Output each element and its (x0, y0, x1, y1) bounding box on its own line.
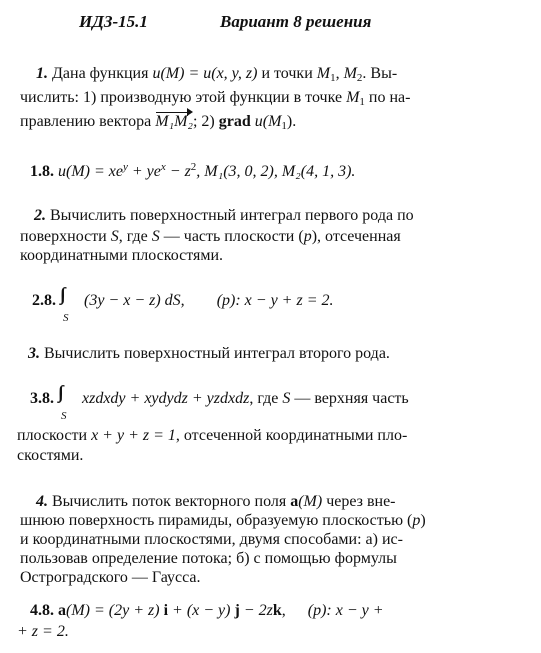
task4-line1: 4. Вычислить поток векторного поля a(M) через вне- (36, 493, 396, 510)
task2-line2: поверхности S, где S — часть плоскости (p), отсеченная (20, 228, 401, 245)
task1-number: 1. (36, 65, 48, 82)
task4-line3: и координатными плоскостями, двумя способами: а) ис- (20, 531, 403, 548)
variant1-line: 1.8. $u(M) = xe^y + ye^x - z^2$, M₁(3, 0, 2), M₂(4, 1, 3). (30, 161, 356, 180)
variant4-number: 4.8. (30, 602, 54, 619)
task4-number: 4. (36, 493, 48, 510)
double-integral-symbol: ∫∫ S (60, 284, 69, 324)
task1-line1: 1. Дана функция u(M) = u(x, y, z) и точки $M_1$, $M_2$. Вы- (36, 65, 398, 84)
task3-line: 3. Вычислить поверхностный интеграл второго рода. (28, 345, 390, 362)
task3-number: 3. (28, 345, 40, 362)
variant2-number: 2.8. (32, 292, 56, 309)
double-integral-symbol: ∫∫ S (58, 382, 67, 422)
vector-m1m2: M₁M₂ (155, 113, 193, 130)
task1-line2: числить: 1) производную этой функции в точке $M_1$ по на- (20, 89, 411, 108)
variant3-line1: 3.8. ∫∫ S xzdxdy + xydydz + yzdxdz, где S — верхняя часть (30, 382, 409, 422)
header-variant: Вариант 8 решения (220, 12, 372, 31)
task2-number: 2. (34, 207, 46, 224)
task4-line4: пользовав определение потока; б) с помощью формулы (20, 550, 397, 567)
task4-line2: шнюю поверхность пирамиды, образуемую плоскостью (p) (20, 512, 426, 529)
task1-line3: правлению вектора M₁M₂; 2) grad $u(M_1)$. (20, 113, 297, 132)
variant2-line: 2.8. ∫∫ S (3y − x − z) dS, (p): x − y + z = 2. (32, 284, 334, 324)
task2-line3: координатными плоскостями. (20, 247, 224, 264)
variant4-line2: + z = 2. (17, 623, 69, 640)
task4-line5: Остроградского — Гаусса. (20, 569, 201, 586)
header-code: ИДЗ-15.1 (79, 12, 148, 31)
variant3-line3: скостями. (17, 447, 84, 464)
variant3-line2: плоскости x + y + z = 1, отсеченной координатными пло- (17, 427, 408, 444)
grad-operator: grad (218, 113, 251, 130)
variant4-line1: 4.8. a(M) = (2y + z) i + (x − y) j − 2zk, (p): x − y + (30, 602, 384, 619)
task2-line1: 2. Вычислить поверхностный интеграл первого рода по (34, 207, 414, 224)
variant1-number: 1.8. (30, 163, 54, 180)
variant3-number: 3.8. (30, 390, 54, 407)
